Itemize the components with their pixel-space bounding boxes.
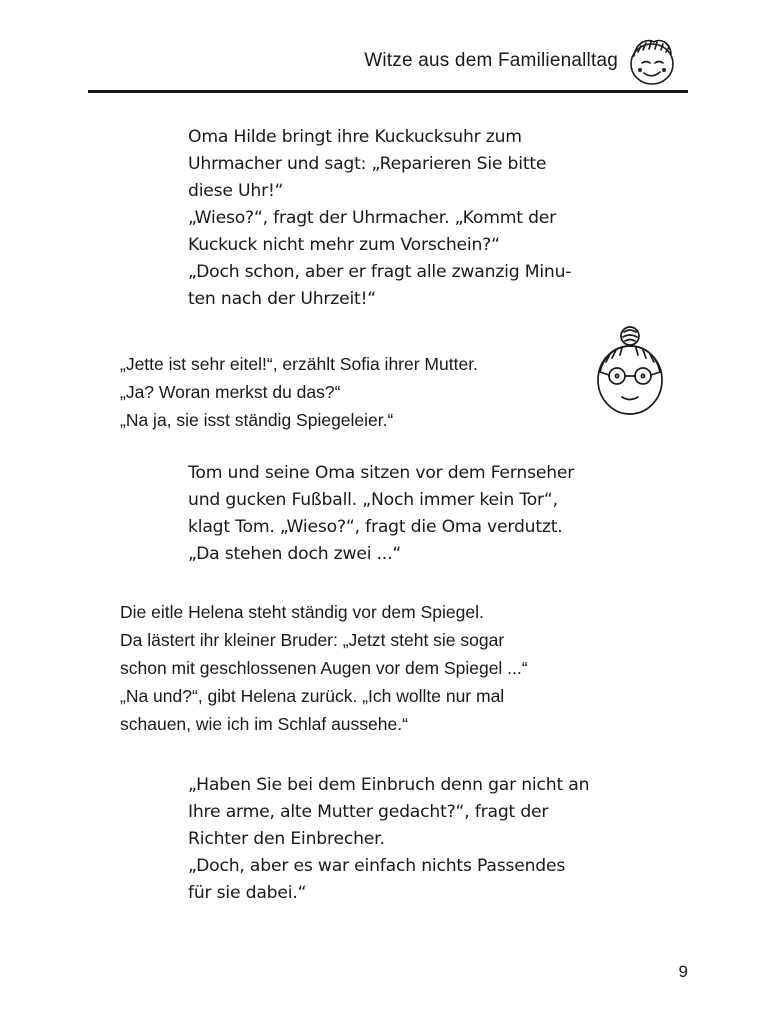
boy-face-icon (624, 34, 680, 90)
girl-with-glasses-face-icon (592, 322, 668, 418)
joke-einbrecher: „Haben Sie bei dem Einbruch denn gar nicht an Ihre arme, alte Mutter gedacht?“, fragt der Richter den Einbrecher. „Doch, aber es war einfach nichts Passendes für sie dabei.“ (188, 775, 590, 903)
header-title: Witze aus dem Familienalltag (364, 50, 618, 71)
joke-spiegeleier: „Jette ist sehr eitel!“, erzählt Sofia ihrer Mutter. „Ja? Woran merkst du das?“ „Na ja, sie isst ständig Spiegeleier.“ (120, 354, 478, 430)
joke-helena-spiegel: Die eitle Helena steht ständig vor dem Spiegel. Da lästert ihr kleiner Bruder: „Jetzt steht sie sogar schon mit geschlossenen Augen vor dem Spiegel ...“ „Na und?“, gibt Helena zurück. „Ich wollte nur mal schauen, wie ich im Schlaf aussehe.“ (120, 602, 528, 734)
joke-kuckucksuhr: Oma Hilde bringt ihre Kuckucksuhr zum Uhrmacher und sagt: „Reparieren Sie bitte diese Uhr!“ „Wieso?“, fragt der Uhrmacher. „Kommt der Kuckuck nicht mehr zum Vorschein?“ „Doch schon, aber er fragt alle zwanzig Minu- ten nach der Uhrzeit!“ (188, 127, 572, 309)
header-divider (88, 90, 688, 93)
joke-fussball: Tom und seine Oma sitzen vor dem Fernseher und gucken Fußball. „Noch immer kein Tor“, klagt Tom. „Wieso?“, fragt die Oma verdutzt. „Da stehen doch zwei ...“ (188, 463, 575, 564)
page-number: 9 (678, 962, 688, 981)
